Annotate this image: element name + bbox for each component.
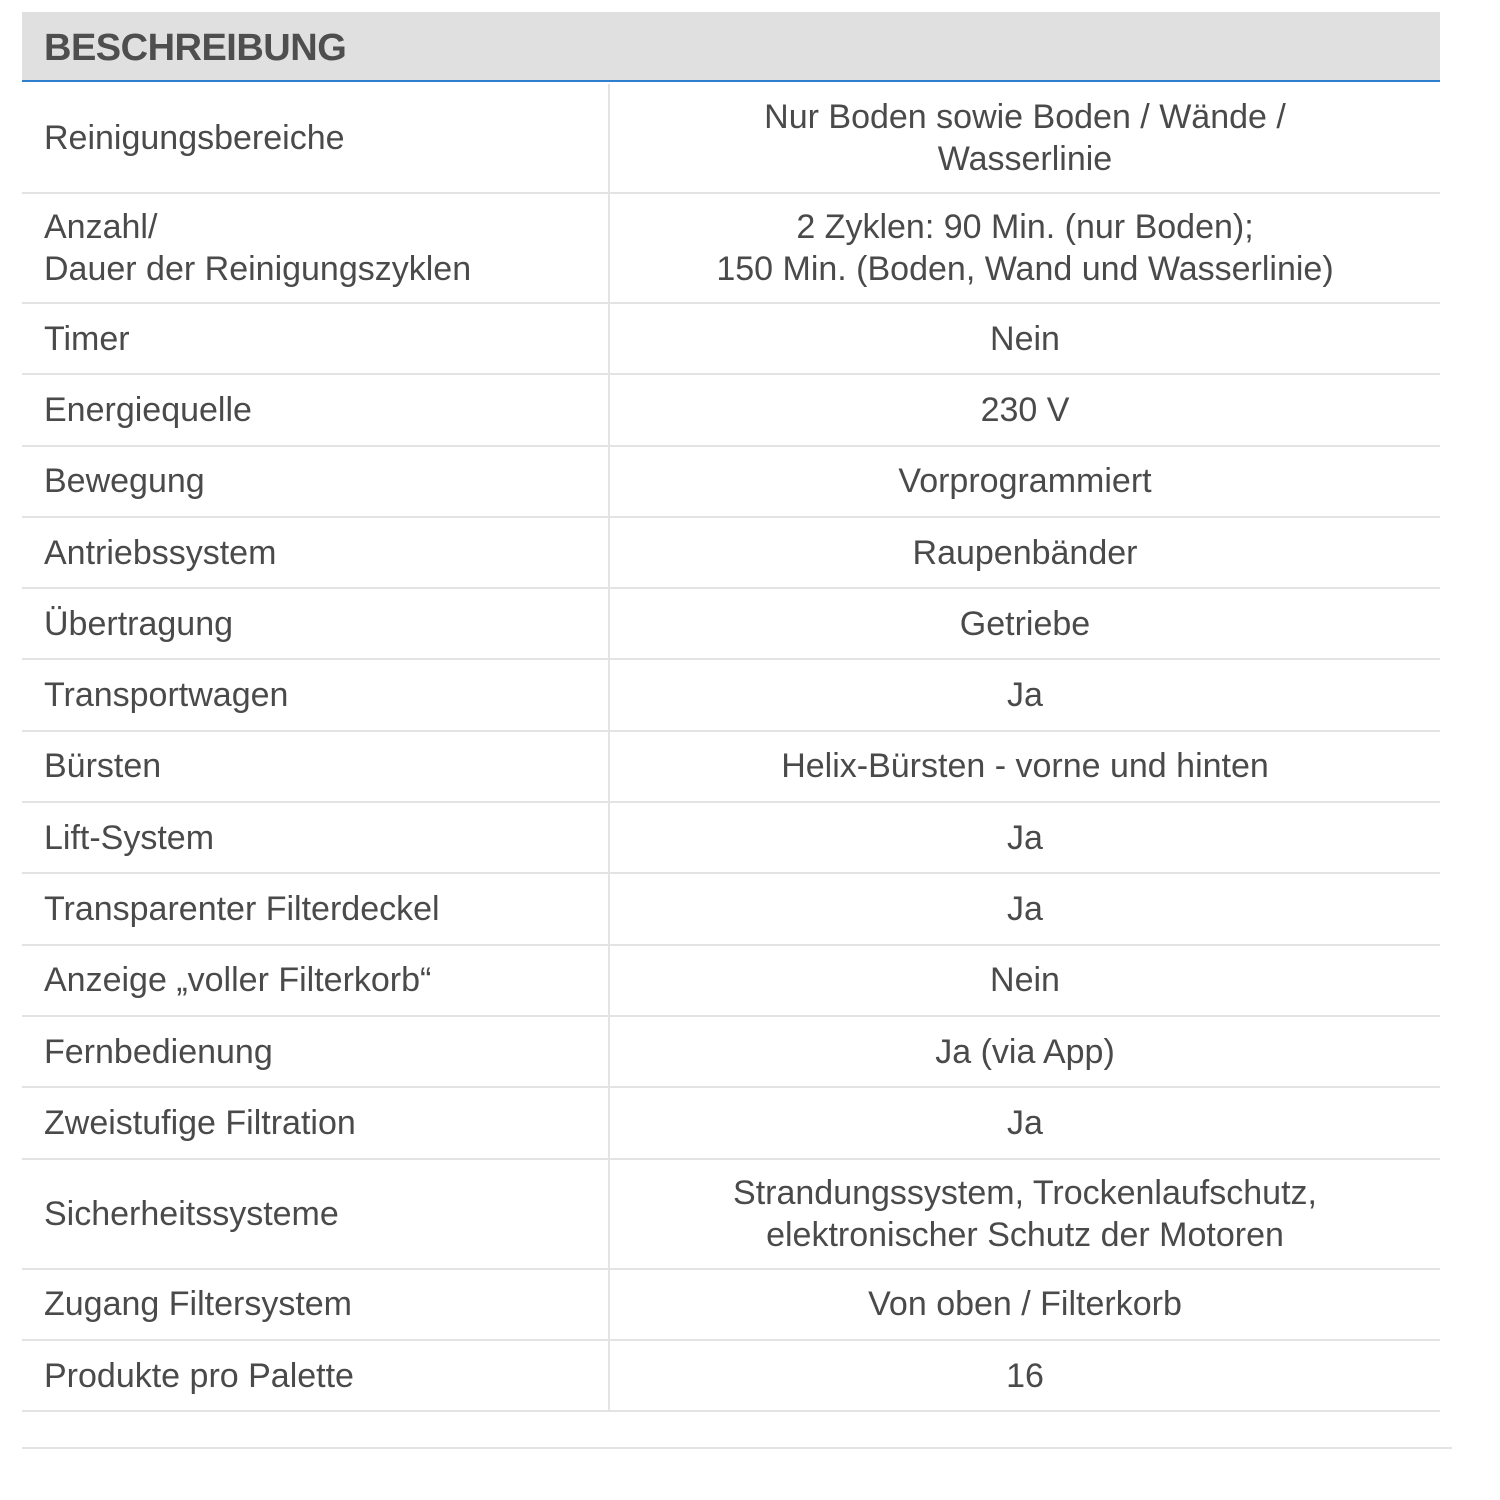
row-value-text: 2 Zyklen: 90 Min. (nur Boden); xyxy=(796,208,1254,246)
row-value xyxy=(610,518,1440,587)
row-label xyxy=(22,874,610,943)
row-label xyxy=(22,304,610,373)
row-value-text: Nein xyxy=(990,319,1060,358)
row-value-text: 230 V xyxy=(980,390,1070,429)
table-row xyxy=(22,1341,1440,1412)
row-label-text: Antriebssystem xyxy=(44,533,277,572)
table-row xyxy=(22,447,1440,518)
row-label xyxy=(22,375,610,444)
row-label-text: Sicherheitssysteme xyxy=(44,1194,339,1233)
table-row xyxy=(22,732,1440,803)
row-value xyxy=(610,84,1440,192)
table-row xyxy=(22,803,1440,874)
row-label-text: Bewegung xyxy=(44,462,205,501)
row-label xyxy=(22,1088,610,1157)
row-label xyxy=(22,1341,610,1410)
row-value xyxy=(610,1270,1440,1339)
row-value xyxy=(610,732,1440,801)
row-label xyxy=(22,946,610,1015)
row-label xyxy=(22,660,610,729)
row-value-text: Nur Boden sowie Boden / Wände / xyxy=(764,98,1286,136)
row-value xyxy=(610,589,1440,658)
row-label-text: Dauer der Reinigungszyklen xyxy=(44,250,472,288)
table-header xyxy=(22,12,1440,82)
row-label-text: Lift-System xyxy=(44,818,215,857)
row-label-text: Zugang Filtersystem xyxy=(44,1285,352,1324)
row-label-text: Anzeige „voller Filterkorb“ xyxy=(44,961,432,1000)
row-label xyxy=(22,194,610,302)
row-label xyxy=(22,84,610,192)
row-label-text: Produkte pro Palette xyxy=(44,1356,354,1395)
row-value-text: Ja xyxy=(1007,818,1043,857)
row-label-text: Fernbedienung xyxy=(44,1032,273,1071)
row-value-text: Nein xyxy=(990,961,1060,1000)
row-value xyxy=(610,304,1440,373)
row-value xyxy=(610,375,1440,444)
row-value xyxy=(610,447,1440,516)
row-label-text: Timer xyxy=(44,319,130,358)
row-label xyxy=(22,1017,610,1086)
row-label-text: Übertragung xyxy=(44,604,234,643)
row-label xyxy=(22,1270,610,1339)
row-value-text: Raupenbänder xyxy=(912,533,1138,572)
row-value xyxy=(610,194,1440,302)
row-label-text: Bürsten xyxy=(44,747,162,786)
row-value-text: Ja xyxy=(1007,890,1043,929)
row-value xyxy=(610,874,1440,943)
row-value-text: Wasserlinie xyxy=(937,140,1113,178)
table-row xyxy=(22,1088,1440,1159)
row-value xyxy=(610,1088,1440,1157)
table-row xyxy=(22,518,1440,589)
table-row xyxy=(22,946,1440,1017)
row-value-text: elektronischer Schutz der Motoren xyxy=(766,1215,1284,1254)
row-label-text: Transparenter Filterdeckel xyxy=(44,890,440,929)
row-value-text: Helix-Bürsten - vorne und hinten xyxy=(781,747,1269,786)
table-row xyxy=(22,660,1440,731)
table-row xyxy=(22,1160,1440,1270)
row-value xyxy=(610,803,1440,872)
header-title: BESCHREIBUNG xyxy=(44,27,347,69)
table-row xyxy=(22,304,1440,375)
table-row xyxy=(22,1270,1440,1341)
table-row xyxy=(22,194,1440,304)
row-label xyxy=(22,1160,610,1268)
table-row xyxy=(22,1017,1440,1088)
row-value xyxy=(610,1017,1440,1086)
row-label-text: Energiequelle xyxy=(44,390,252,429)
row-value-text: Ja xyxy=(1007,1103,1043,1142)
row-label-text: Anzahl/ xyxy=(44,208,158,246)
row-value xyxy=(610,1341,1440,1410)
row-value xyxy=(610,1160,1440,1268)
row-value-text: Ja xyxy=(1007,676,1043,715)
row-value-text: Ja (via App) xyxy=(935,1032,1115,1071)
row-label xyxy=(22,447,610,516)
row-label-text: Reinigungsbereiche xyxy=(44,119,345,157)
table-row xyxy=(22,375,1440,446)
row-value-text: Vorprogrammiert xyxy=(898,462,1152,501)
table-row xyxy=(22,874,1440,945)
row-label xyxy=(22,518,610,587)
row-value xyxy=(610,946,1440,1015)
row-value-text: Von oben / Filterkorb xyxy=(868,1285,1182,1324)
row-value-text: 150 Min. (Boden, Wand und Wasserlinie) xyxy=(716,250,1334,288)
row-label xyxy=(22,732,610,801)
table-row xyxy=(22,84,1440,194)
spec-table xyxy=(22,84,1440,1412)
row-label-text: Transportwagen xyxy=(44,676,289,715)
row-label xyxy=(22,803,610,872)
row-value-text: Getriebe xyxy=(959,604,1091,643)
table-row xyxy=(22,589,1440,660)
row-label xyxy=(22,589,610,658)
row-value-text: Strandungssystem, Trockenlaufschutz, xyxy=(733,1173,1317,1212)
row-value xyxy=(610,660,1440,729)
row-value-text: 16 xyxy=(1006,1356,1044,1395)
footer-divider xyxy=(22,1447,1452,1449)
row-label-text: Zweistufige Filtration xyxy=(44,1103,356,1142)
